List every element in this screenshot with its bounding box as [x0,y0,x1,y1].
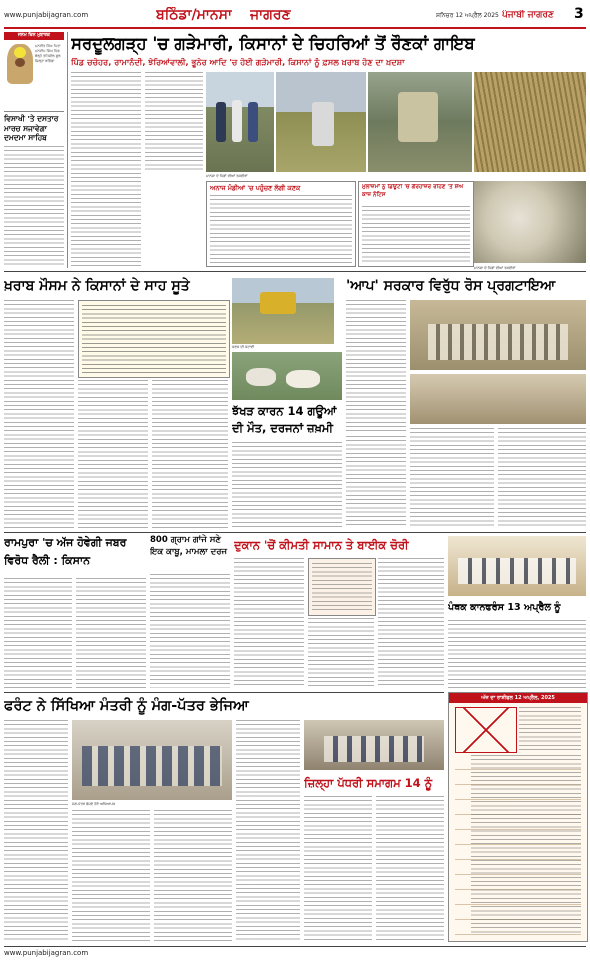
crop-photo [368,72,472,172]
shop-headline: ਦੁਕਾਨ 'ਚੋਂ ਕੀਮਤੀ ਸਾਮਾਨ ਤੇ ਬਾਈਕ ਚੋਰੀ [234,538,409,552]
rashifal-intro [519,707,581,751]
aap-text-col1 [346,300,406,432]
section-rule-3 [4,692,444,693]
birthday-label: ਜਨਮ ਦਿਨ ਮੁਬਾਰਕ [4,32,64,40]
rally-text-col1 [4,578,72,688]
kundli-chart [455,707,517,753]
shop-pullout-text [312,563,372,611]
aap-headline: 'ਆਪ' ਸਰਕਾਰ ਵਿਰੁੱਧ ਰੋਸ ਪ੍ਰਗਟਾਇਆ [346,278,556,294]
aap-text-col3 [410,428,494,528]
rashifal-title: ਅੱਜ ਦਾ ਰਾਸ਼ੀਫਲ 12 ਅਪ੍ਰੈਲ, 2025 [449,693,587,703]
mandi-box-title: ਅਨਾਜ ਮੰਡੀਆਂ 'ਚ ਪਹੁੰਚਣ ਲੱਗੀ ਕਣਕ [210,184,301,192]
mandi-box [206,181,356,267]
rashifal-box [448,692,588,942]
shop-text-col1 [234,558,304,688]
weather-text-col2 [78,380,148,528]
left-column-text [4,146,64,266]
lead-text-col2 [145,72,203,170]
farmers-photo [206,72,274,172]
header-website[interactable]: www.punjabijagran.com [4,11,89,19]
footer-website[interactable]: www.punjabijagran.com [4,949,89,957]
notice-box-text [362,206,470,263]
panth-headline: ਪੰਥਕ ਕਾਨਫਰੰਸ 13 ਅਪ੍ਰੈਲ ਨੂੰ [448,602,561,613]
birthday-text: ਮਨਰੀਤ ਸਿੰਘ ਪਿਤਾ ਮਨਦੀਪ ਸਿੰਘ ਪਿੰਡ ਬੱਲ੍ਹੋ ਤਹਿਸੀਲ ਫੂਲ ਜ਼ਿਲ੍ਹਾ ਬਠਿੰਡਾ [35,44,61,63]
storm-text [232,442,342,528]
notice-box-title: ਮੁਲਾਜ਼ਮਾਂ ਨੂੰ ਡਿਊਟੀ 'ਚ ਗੈਰਹਾਜ਼ਰ ਰਹਿਣ 'ਤੇ ਸ਼ੋਅ ਕਾਜ਼ ਨੋਟਿਸ [362,184,464,198]
notice-box [358,181,474,267]
section-rule [4,271,586,272]
lead-text-col1 [71,72,141,268]
rally-text-col2 [76,578,146,688]
child-photo [7,44,33,84]
grain-photo [474,181,586,263]
front-photo [72,720,232,800]
shop-text-col3 [378,558,444,688]
harvest-photo [232,278,334,344]
footer-rule [4,946,586,947]
header-date: ਸ਼ਨਿਚਰ 12 ਅਪ੍ਰੈਲ 2025 [436,12,499,19]
shop-text-col2 [308,618,374,688]
harvest-caption: ਕਣਕ ਦੀ ਕਟਾਈ [232,345,255,349]
lead-photo-caption: ਮਾਨਸਾ ਦੇ ਪਿੰਡਾਂ ਦੀਆਂ ਤਸਵੀਰਾਂ [206,174,248,178]
mandi-box-text [210,195,352,263]
lead-subheadline: ਪਿੰਡ ਚਚੋਹਰ, ਰਾਮਾਨੰਦੀ, ਝੇਰਿਆਂਵਾਲੀ, ਭੂਨੇਰ ਆਦਿ 'ਚ ਹੋਈ ਗੜੇਮਾਰੀ, ਕਿਸਾਨਾਂ ਨੂੰ ਫ਼ਸਲ ਖ਼ਰਾਬ ਹੋਣ ਦਾ ਖ਼ਦਸ਼ਾ [71,57,405,67]
storm-headline: ਝੱਖੜ ਕਾਰਨ 14 ਗਊਆਂ ਦੀ ਮੌਤ, ਦਰਜਨਾਂ ਜ਼ਖ਼ਮੀ [232,404,337,435]
district-photo [304,720,444,770]
header-rule [4,27,586,29]
weather-text-col3 [152,380,228,528]
protest-photo [410,300,586,370]
section-rule-2 [4,532,586,533]
district-text-col2 [376,796,444,942]
front-photo-caption: ਮੰਗ-ਪੱਤਰ ਭੇਜਦੇ ਹੋਏ ਅਧਿਆਪਕ [72,802,116,806]
aap-text-col4 [498,428,586,528]
front-text-col2 [72,810,150,942]
weather-text-col1 [4,300,74,528]
birthday-box [4,32,64,110]
header-bar [4,6,586,26]
weather-pullout [78,300,230,378]
heroin-headline: 800 ਗ੍ਰਾਮ ਗਾਂਜੇ ਸਣੇ ਇਕ ਕਾਬੂ, ਮਾਮਲਾ ਦਰਜ [150,535,228,557]
lead-headline: ਸਰਦੂਲਗੜ੍ਹ 'ਚ ਗੜੇਮਾਰੀ, ਕਿਸਾਨਾਂ ਦੇ ਚਿਹਰਿਆਂ ਤੋਂ ਰੌਣਕਾਂ ਗਾਇਬ [71,34,475,53]
header-section: ਜਾਗਰਣ [250,7,291,23]
meeting-photo [410,374,586,424]
heroin-text [150,574,230,688]
pullout-text [82,305,226,373]
dastar-headline: ਵਿਸਾਖੀ 'ਤੇ ਦਸਤਾਰ ਮਾਰਚ ਸਜਾਵੇਗਾ ਦਮਦਮਾ ਸਾਹਿਬ [4,114,59,142]
shop-pullout [308,558,376,616]
district-text-col1 [304,796,372,942]
front-text-col1 [4,720,68,942]
conference-photo [448,536,586,596]
page-number: 3 [574,6,584,22]
front-text-col3 [154,810,232,942]
aap-text-col2 [346,436,406,528]
rashi-text [471,755,581,935]
panth-text [448,620,586,688]
rally-headline: ਰਾਮਪੁਰਾ 'ਚ ਅੱਜ ਹੋਵੇਗੀ ਜਬਰ ਵਿਰੋਧ ਰੈਲੀ : ਕਿਸਾਨ [4,536,127,567]
district-headline: ਜ਼ਿਲ੍ਹਾ ਪੱਧਰੀ ਸਮਾਗਮ 14 ਨੂੰ [304,776,433,790]
district-text-col0 [236,720,300,942]
divider [4,111,64,112]
wheat-photo [474,72,586,172]
cattle-photo [232,352,342,400]
col-divider [67,32,68,268]
front-headline: ਫਰੰਟ ਨੇ ਸਿੱਖਿਆ ਮੰਤਰੀ ਨੂੰ ਮੰਗ-ਪੱਤਰ ਭੇਜਿਆ [4,698,249,714]
masthead-logo: ਪੰਜਾਬੀ ਜਾਗਰਣ [502,10,554,20]
field-photo [276,72,366,172]
weather-headline: ਖ਼ਰਾਬ ਮੌਸਮ ਨੇ ਕਿਸਾਨਾਂ ਦੇ ਸਾਹ ਸੂਤੇ [4,278,190,294]
rashi-list [455,755,581,935]
header-edition: ਬਠਿੰਡਾ/ਮਾਨਸਾ [156,7,232,23]
lead-right-caption: ਮਾਨਸਾ ਦੇ ਪਿੰਡਾਂ ਦੀਆਂ ਤਸਵੀਰਾਂ [474,266,516,270]
